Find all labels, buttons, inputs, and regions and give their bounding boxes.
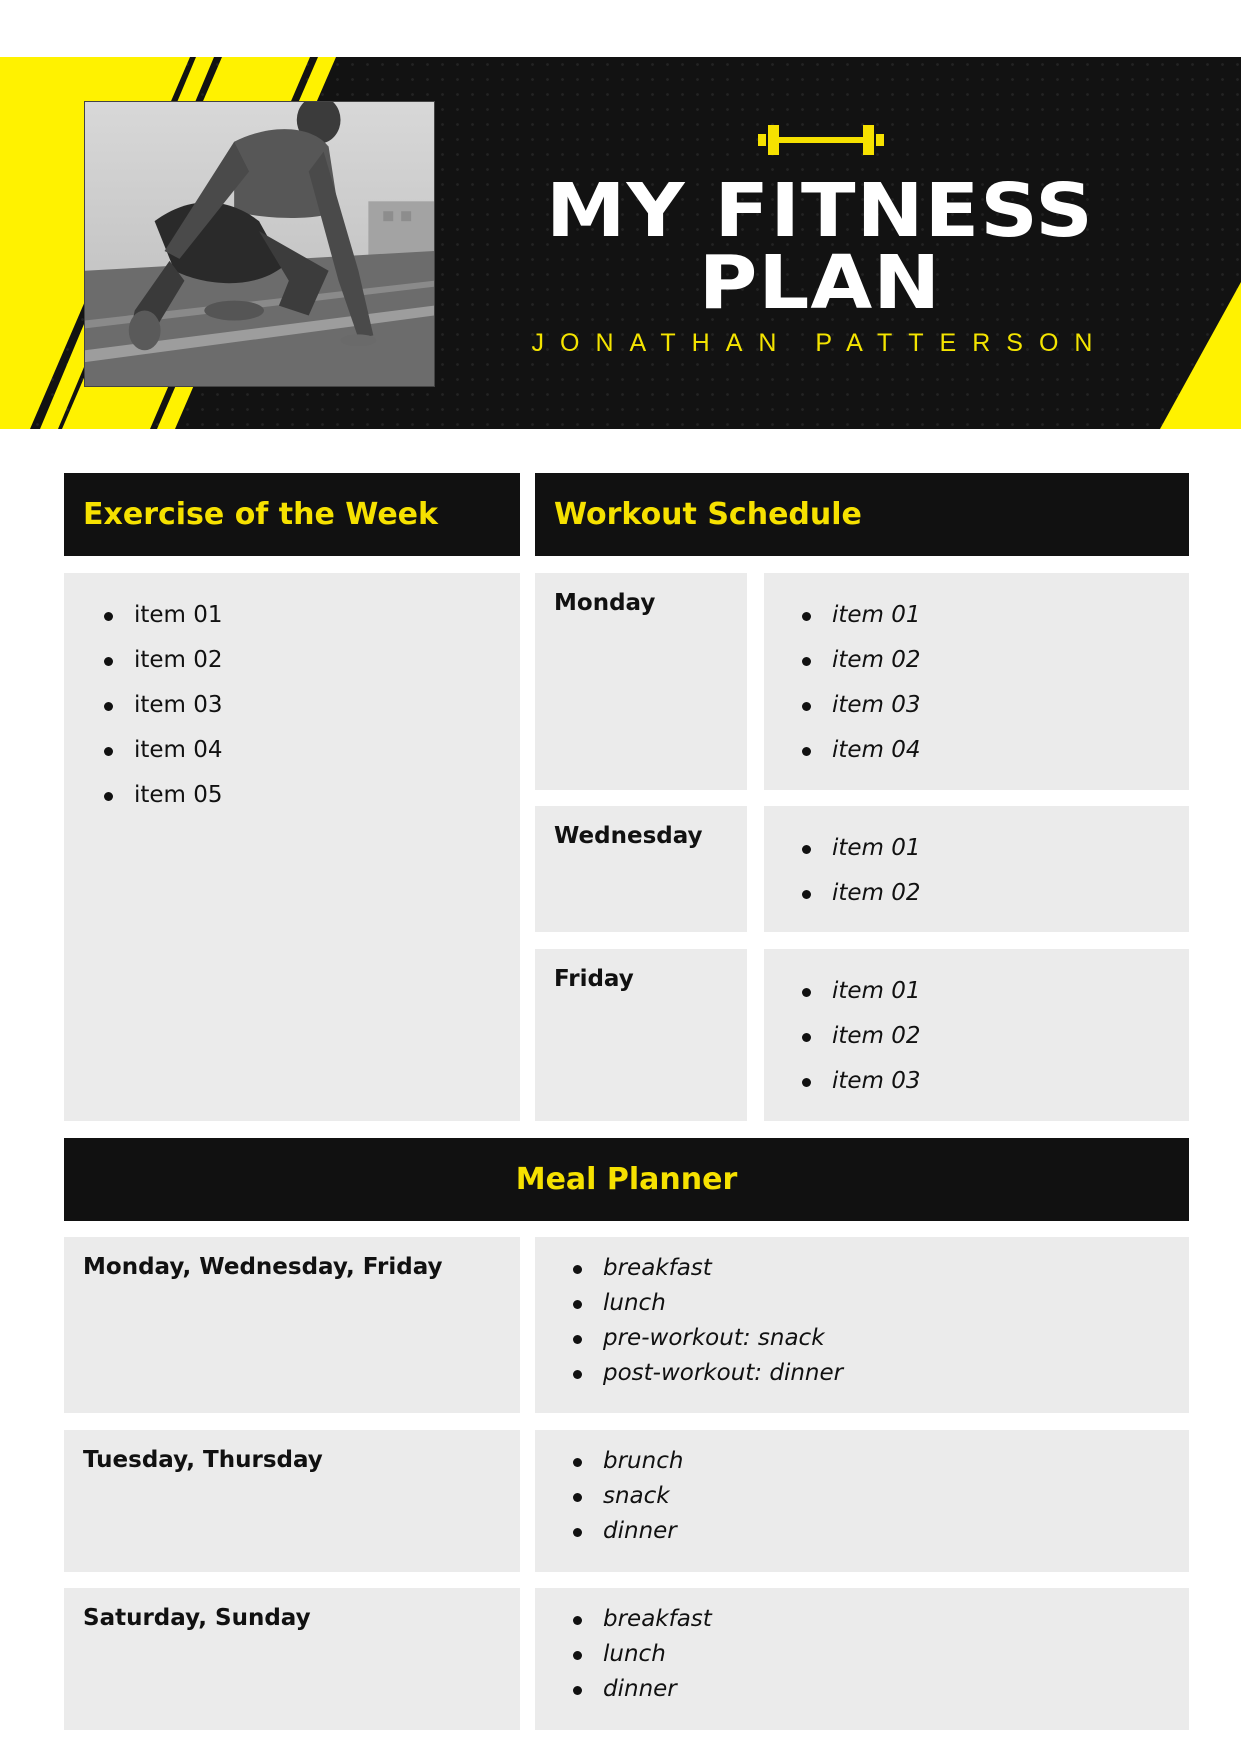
meal-days-cell <box>64 1237 520 1413</box>
meal-days-cell <box>64 1588 520 1730</box>
list-item: breakfast <box>567 1602 712 1637</box>
owner-name: JONATHAN PATTERSON <box>531 329 1109 357</box>
list-item: item 03 <box>796 1059 921 1104</box>
list-item: item 01 <box>98 593 223 638</box>
meal-section-title: Meal Planner <box>515 1162 738 1197</box>
exercise-panel <box>64 573 520 1121</box>
list-item: item 02 <box>98 638 223 683</box>
friday-workout-list <box>796 969 921 1104</box>
meal-list <box>567 1444 683 1549</box>
page-title <box>442 168 1198 326</box>
list-item: item 01 <box>796 969 921 1014</box>
wednesday-workout-list <box>796 826 921 916</box>
dumbbell-icon <box>758 125 884 155</box>
meal-list <box>567 1602 712 1707</box>
exercise-section-title: Exercise of the Week <box>83 497 438 532</box>
meal-days-label: Saturday, Sunday <box>83 1605 311 1631</box>
list-item: dinner <box>567 1514 683 1549</box>
meal-section-header <box>64 1138 1189 1221</box>
meal-days-label: Monday, Wednesday, Friday <box>83 1254 443 1280</box>
day-label-friday: Friday <box>554 966 634 992</box>
workout-section-header <box>535 473 1189 556</box>
list-item: breakfast <box>567 1251 843 1286</box>
schedule-items-cell <box>764 806 1189 932</box>
meal-list <box>567 1251 843 1391</box>
list-item: brunch <box>567 1444 683 1479</box>
schedule-items-cell <box>764 949 1189 1121</box>
list-item: item 04 <box>98 728 223 773</box>
list-item: item 01 <box>796 826 921 871</box>
meal-items-cell <box>535 1588 1189 1730</box>
list-item: lunch <box>567 1286 843 1321</box>
list-item: pre-workout: snack <box>567 1321 843 1356</box>
day-label-wednesday: Wednesday <box>554 823 703 849</box>
title-line-1: MY FITNESS <box>546 168 1094 254</box>
schedule-day-cell <box>535 806 747 932</box>
list-item: dinner <box>567 1672 712 1707</box>
athlete-photo <box>84 101 435 387</box>
monday-workout-list <box>796 593 921 773</box>
list-item: post-workout: dinner <box>567 1356 843 1391</box>
schedule-day-cell <box>535 573 747 790</box>
meal-items-cell <box>535 1237 1189 1413</box>
list-item: item 01 <box>796 593 921 638</box>
meal-days-cell <box>64 1430 520 1572</box>
schedule-items-cell <box>764 573 1189 790</box>
list-item: item 03 <box>796 683 921 728</box>
list-item: item 02 <box>796 1014 921 1059</box>
exercise-section-header <box>64 473 520 556</box>
meal-days-label: Tuesday, Thursday <box>83 1447 323 1473</box>
list-item: item 05 <box>98 773 223 818</box>
day-label-monday: Monday <box>554 590 656 616</box>
list-item: snack <box>567 1479 683 1514</box>
list-item: item 02 <box>796 871 921 916</box>
exercise-list <box>98 593 223 818</box>
list-item: item 02 <box>796 638 921 683</box>
list-item: lunch <box>567 1637 712 1672</box>
schedule-day-cell <box>535 949 747 1121</box>
list-item: item 03 <box>98 683 223 728</box>
list-item: item 04 <box>796 728 921 773</box>
meal-items-cell <box>535 1430 1189 1572</box>
workout-section-title: Workout Schedule <box>554 497 862 532</box>
title-line-2: PLAN <box>698 240 942 326</box>
header-banner <box>0 57 1241 429</box>
